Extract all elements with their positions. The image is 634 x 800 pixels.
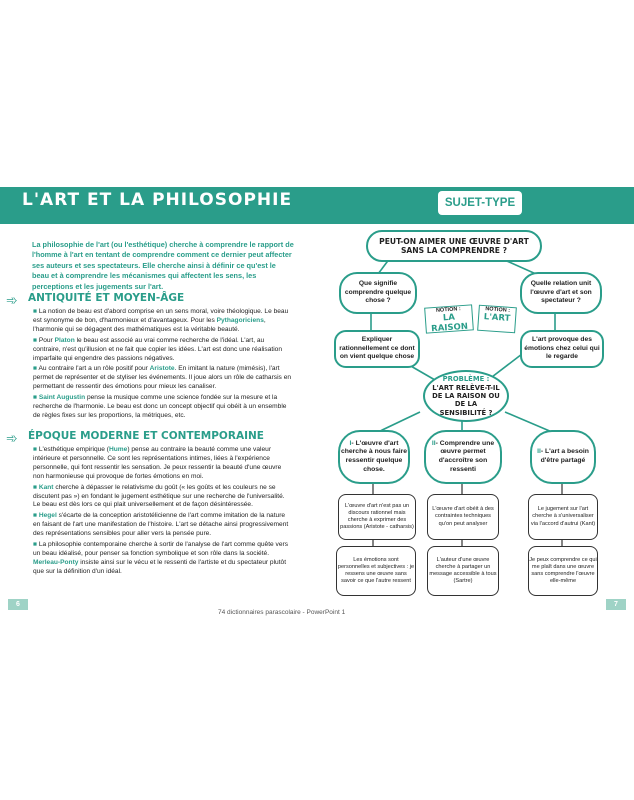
bullet-item: ■ La philosophie contemporaine cherche à sortir de l'analyse de l'art comme quête vers un beau idéalisé, pour penser sa fonction symbolique et son rôle dans la société. Merleau-Ponty insiste ainsi sur le vécu et le ressenti de l'artiste et du spectateur plutôt que sur la définition d'un idéal. (33, 541, 289, 575)
bullet-item: ■ Hegel s'écarte de la conception aristotélicienne de l'art comme imitation de la nature en faisant de l'art une manifestation de l'histoire. L'art se détache ainsi progressivement des représentations sensibles pour aller vers la pensée pure. (33, 512, 289, 538)
left-question-node: Que signifie comprendre quelque chose ? (339, 272, 417, 314)
notion-value: LA RAISON (430, 312, 469, 335)
bullet-item: ■ Au contraire l'art a un rôle positif pour Aristote. En imitant la nature (mimésis), l'art permet de représenter et de styliser les événements. Il joue alors un rôle de catharsis en permettant de ressentir des émotions pour mieux les canaliser. (33, 365, 292, 391)
argument-card: Les émotions sont personnelles et subjectives : je ressens une œuvre sans savoir ce que l'autre ressent (336, 546, 416, 596)
problem-text: L'ART RELÈVE-T-IL DE LA RAISON OU DE LA SENSIBILITÉ ? (432, 383, 500, 417)
axis-3-node: II- L'art a besoin d'être partagé (530, 430, 596, 484)
notion-value: L'ART (483, 312, 511, 324)
intro-paragraph: La philosophie de l'art (ou l'esthétique) cherche à comprendre le rapport de l'homme à l'art en tentant de comprendre comment ce dernier peut affecter ses auteurs et ses spectateurs. Elle cherche ainsi à définir ce qu'est le beau et à comprendre les mécanismes qui affectent les sens, les perceptions et les jugements sur l'art. (32, 240, 294, 291)
section2-title: ÉPOQUE MODERNE ET CONTEMPORAINE (28, 430, 264, 442)
bullet-item: ■ L'esthétique empirique (Hume) pense au contraire la beauté comme une valeur intérieure et personnelle. Ce sont les représentations intimes, liées à l'expérience personnelle, qui font ressentir les sensation. Je peux ressentir la beauté d'une œuvre non harmonieuse qui provoque de fortes émotions en moi. (33, 446, 282, 480)
right-answer-node: L'art provoque des émotions chez celui qui le regarde (520, 330, 604, 368)
axis-2-node: II- Comprendre une œuvre permet d'accroître son ressenti (424, 430, 502, 484)
page-number-right: 7 (606, 599, 626, 610)
argument-card: Le jugement sur l'art cherche à s'universaliser via l'accord d'autrui (Kant) (528, 494, 598, 540)
footer-text: 74 dictionnaires parascolaire - PowerPoint 1 (218, 609, 346, 616)
bullet-item: ■ Saint Augustin pense la musique comme une science fondée sur la mesure et la recherche de l'harmonie. Le beau est donc un concept objectif qui obéit à un ensemble de règles fixes sur les proportions, la métriques, etc. (33, 394, 287, 419)
section1-title: ANTIQUITÉ ET MOYEN-ÂGE (28, 292, 185, 304)
axis-1-node: I- L'œuvre d'art cherche à nous faire ressentir quelque chose. (338, 430, 410, 484)
sujet-type-tag: SUJET-TYPE (438, 191, 522, 215)
problem-node (423, 370, 509, 422)
arrow-icon: ➾ (6, 292, 18, 308)
argument-card: L'auteur d'une œuvre cherche à partager un message accessible à tous (Sartre) (427, 546, 499, 596)
page-title: L'ART ET LA PHILOSOPHIE (22, 190, 293, 210)
page-number-left: 6 (8, 599, 28, 610)
argument-card: L'œuvre d'art obéit à des contraintes techniques qu'on peut analyser (427, 494, 499, 540)
notion-label: NOTION : (435, 306, 461, 314)
arrow-icon: ➾ (6, 430, 18, 446)
bullet-item: ■ Pour Platon le beau est associé au vrai comme recherche de l'idéal. L'art, au contraire, n'est qu'illusion et ne fait que copier les idées. L'art est donc une réalisation imparfaite qui engendre des passions négatives. (33, 336, 282, 362)
bullet-item: ■ La notion de beau est d'abord comprise en un sens moral, voire théologique. Le beau est synonyme de bon, d'harmonieux et d'avantageux. Pour les Pythagoriciens, l'harmonie qui se dégagent des mathématiques est la véritable beauté. (33, 308, 289, 333)
argument-card: L'œuvre d'art n'est pas un discours rationnel mais cherche à exprimer des passions (Aristote - catharsis) (338, 494, 416, 540)
argument-card: Je peux comprendre ce qui me plaît dans une œuvre sans comprendre l'œuvre elle-même (528, 546, 598, 596)
right-question-node: Quelle relation unit l'œuvre d'art et son spectateur ? (520, 272, 602, 314)
notion-art-card (477, 305, 517, 334)
bullet-item: ■ Kant cherche à dépasser le relativisme du goût (« les goûts et les couleurs ne se discutent pas ») en fondant le jugement esthétique sur une recherche de l'universalité. Le beau est dès lors ce qui plait universellement et de façon désintéressée. (33, 483, 285, 509)
notion-raison-card (424, 304, 474, 333)
main-question-node: PEUT-ON AIMER UNE ŒUVRE D'ART SANS LA COMPRENDRE ? (366, 230, 542, 262)
notion-label: NOTION : (485, 306, 511, 314)
problem-label: PROBLÈME : (442, 375, 490, 384)
left-answer-node: Expliquer rationnellement ce dont on vient quelque chose (334, 330, 420, 368)
